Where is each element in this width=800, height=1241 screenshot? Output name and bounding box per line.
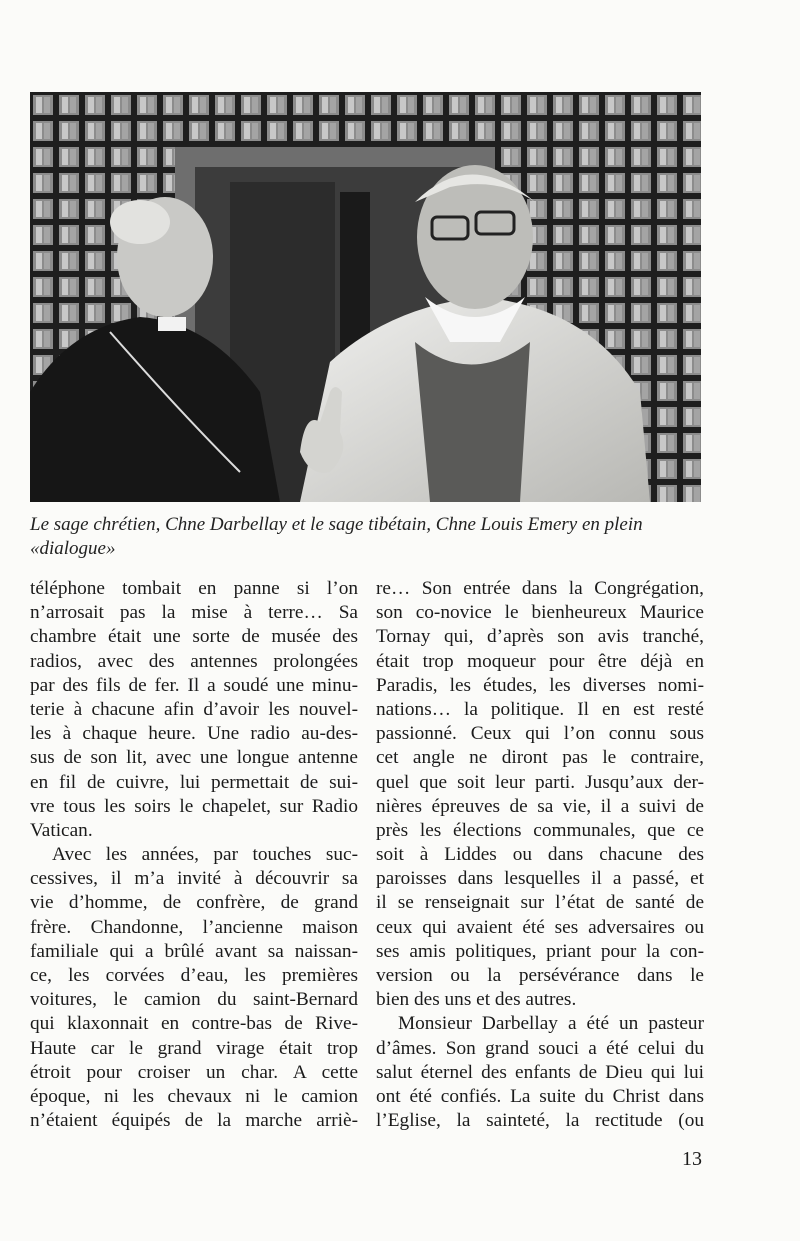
text-line: voitures, le camion du saint-Bernard	[30, 989, 358, 1011]
text-line: Tornay qui, d’après son avis tranché,	[376, 626, 704, 648]
text-line: paroisses dans lesquelles il a passé, et	[376, 868, 704, 890]
text-line: son co-novice le bienheureux Maurice	[376, 602, 704, 624]
text-line: qui klaxonnait en contre-bas de Rive-	[30, 1013, 358, 1035]
text-line: vie d’homme, de confrère, de grand	[30, 892, 358, 914]
text-line: ce, les corvées d’eau, les premières	[30, 965, 358, 986]
text-column-right	[376, 577, 704, 1133]
photo-caption	[30, 513, 710, 561]
text-line: près les élections communales, que ce	[376, 819, 704, 841]
photograph-two-priests-icon	[30, 92, 701, 502]
text-line: les à chaque heure. Une radio au-des-	[30, 723, 358, 745]
text-line: Haute car le grand virage était trop	[30, 1037, 358, 1059]
text-line: ses amis politiques, priant pour la con-	[376, 940, 704, 962]
text-line: Paradis, les études, les diverses nomi-	[376, 674, 704, 696]
text-line: il se renseignait sur l’état de santé de	[376, 892, 704, 914]
text-line: époque, ni les chevaux ni le camion	[30, 1085, 358, 1107]
text-line: soit à Liddes ou dans chacune des	[376, 844, 704, 866]
text-line: cessives, il m’a invité à découvrir sa	[30, 868, 358, 890]
text-line: Monsieur Darbellay a été un pasteur	[398, 1013, 704, 1035]
text-line: version ou la persévérance dans le	[376, 965, 704, 986]
text-line: chambre était une sorte de musée des	[30, 626, 358, 648]
text-line: Vatican.	[30, 819, 93, 841]
text-line: quel que soit leur parti. Jusqu’aux der-	[376, 771, 704, 793]
text-line: nations… la politique. Il en est resté	[376, 698, 704, 720]
photograph	[30, 92, 701, 502]
text-line: sus de son lit, avec une longue antenne	[30, 747, 358, 769]
text-line: vre tous les soirs le chapelet, sur Radio	[30, 795, 358, 817]
text-line: en fil de cuivre, lui permettait de sui-	[30, 771, 358, 793]
text-line: n’arrosait pas la mise à terre… Sa	[30, 602, 358, 624]
text-line: cet angle ne diront pas le contraire,	[376, 747, 704, 769]
text-line: ceux qui avaient été ses adversaires ou	[376, 916, 704, 938]
text-line: ont été confiés. La suite du Christ dans	[376, 1085, 704, 1107]
text-line: frère. Chandonne, l’ancienne maison	[30, 916, 358, 938]
text-line: passionné. Ceux qui l’on connu sous	[376, 723, 704, 745]
text-line: Avec les années, par touches suc-	[52, 844, 358, 866]
text-column-left	[30, 577, 358, 1133]
text-line: était trop moqueur pour être déjà en	[376, 650, 704, 672]
caption-line: «dialogue»	[30, 538, 116, 559]
text-line: radios, avec des antennes prolongées	[30, 650, 358, 672]
text-line: téléphone tombait en panne si l’on	[30, 578, 358, 599]
text-line: terie à chacune afin d’avoir les nouvel-	[30, 698, 358, 720]
text-line: n’étaient équipés de la marche arriè-	[30, 1110, 358, 1132]
text-line: d’âmes. Son grand souci a été celui du	[376, 1037, 704, 1059]
text-line: nières épreuves de sa vie, il a suivi de	[376, 795, 704, 817]
text-line: l’Eglise, la sainteté, la rectitude (ou	[376, 1110, 704, 1132]
text-line: salut éternel des enfants de Dieu qui lui	[376, 1061, 704, 1083]
text-line: par des fils de fer. Il a soudé une minu-	[30, 674, 358, 696]
text-line: familiale qui a brûlé avant sa naissan-	[30, 940, 358, 962]
text-line: étroit pour croiser un char. A cette	[30, 1061, 358, 1083]
text-line: re… Son entrée dans la Congrégation,	[376, 578, 704, 599]
caption-line: Le sage chrétien, Chne Darbellay et le sage tibétain, Chne Louis Emery en plein	[30, 514, 643, 535]
page-number: 13	[682, 1148, 702, 1170]
text-line: bien des uns et des autres.	[376, 989, 577, 1011]
